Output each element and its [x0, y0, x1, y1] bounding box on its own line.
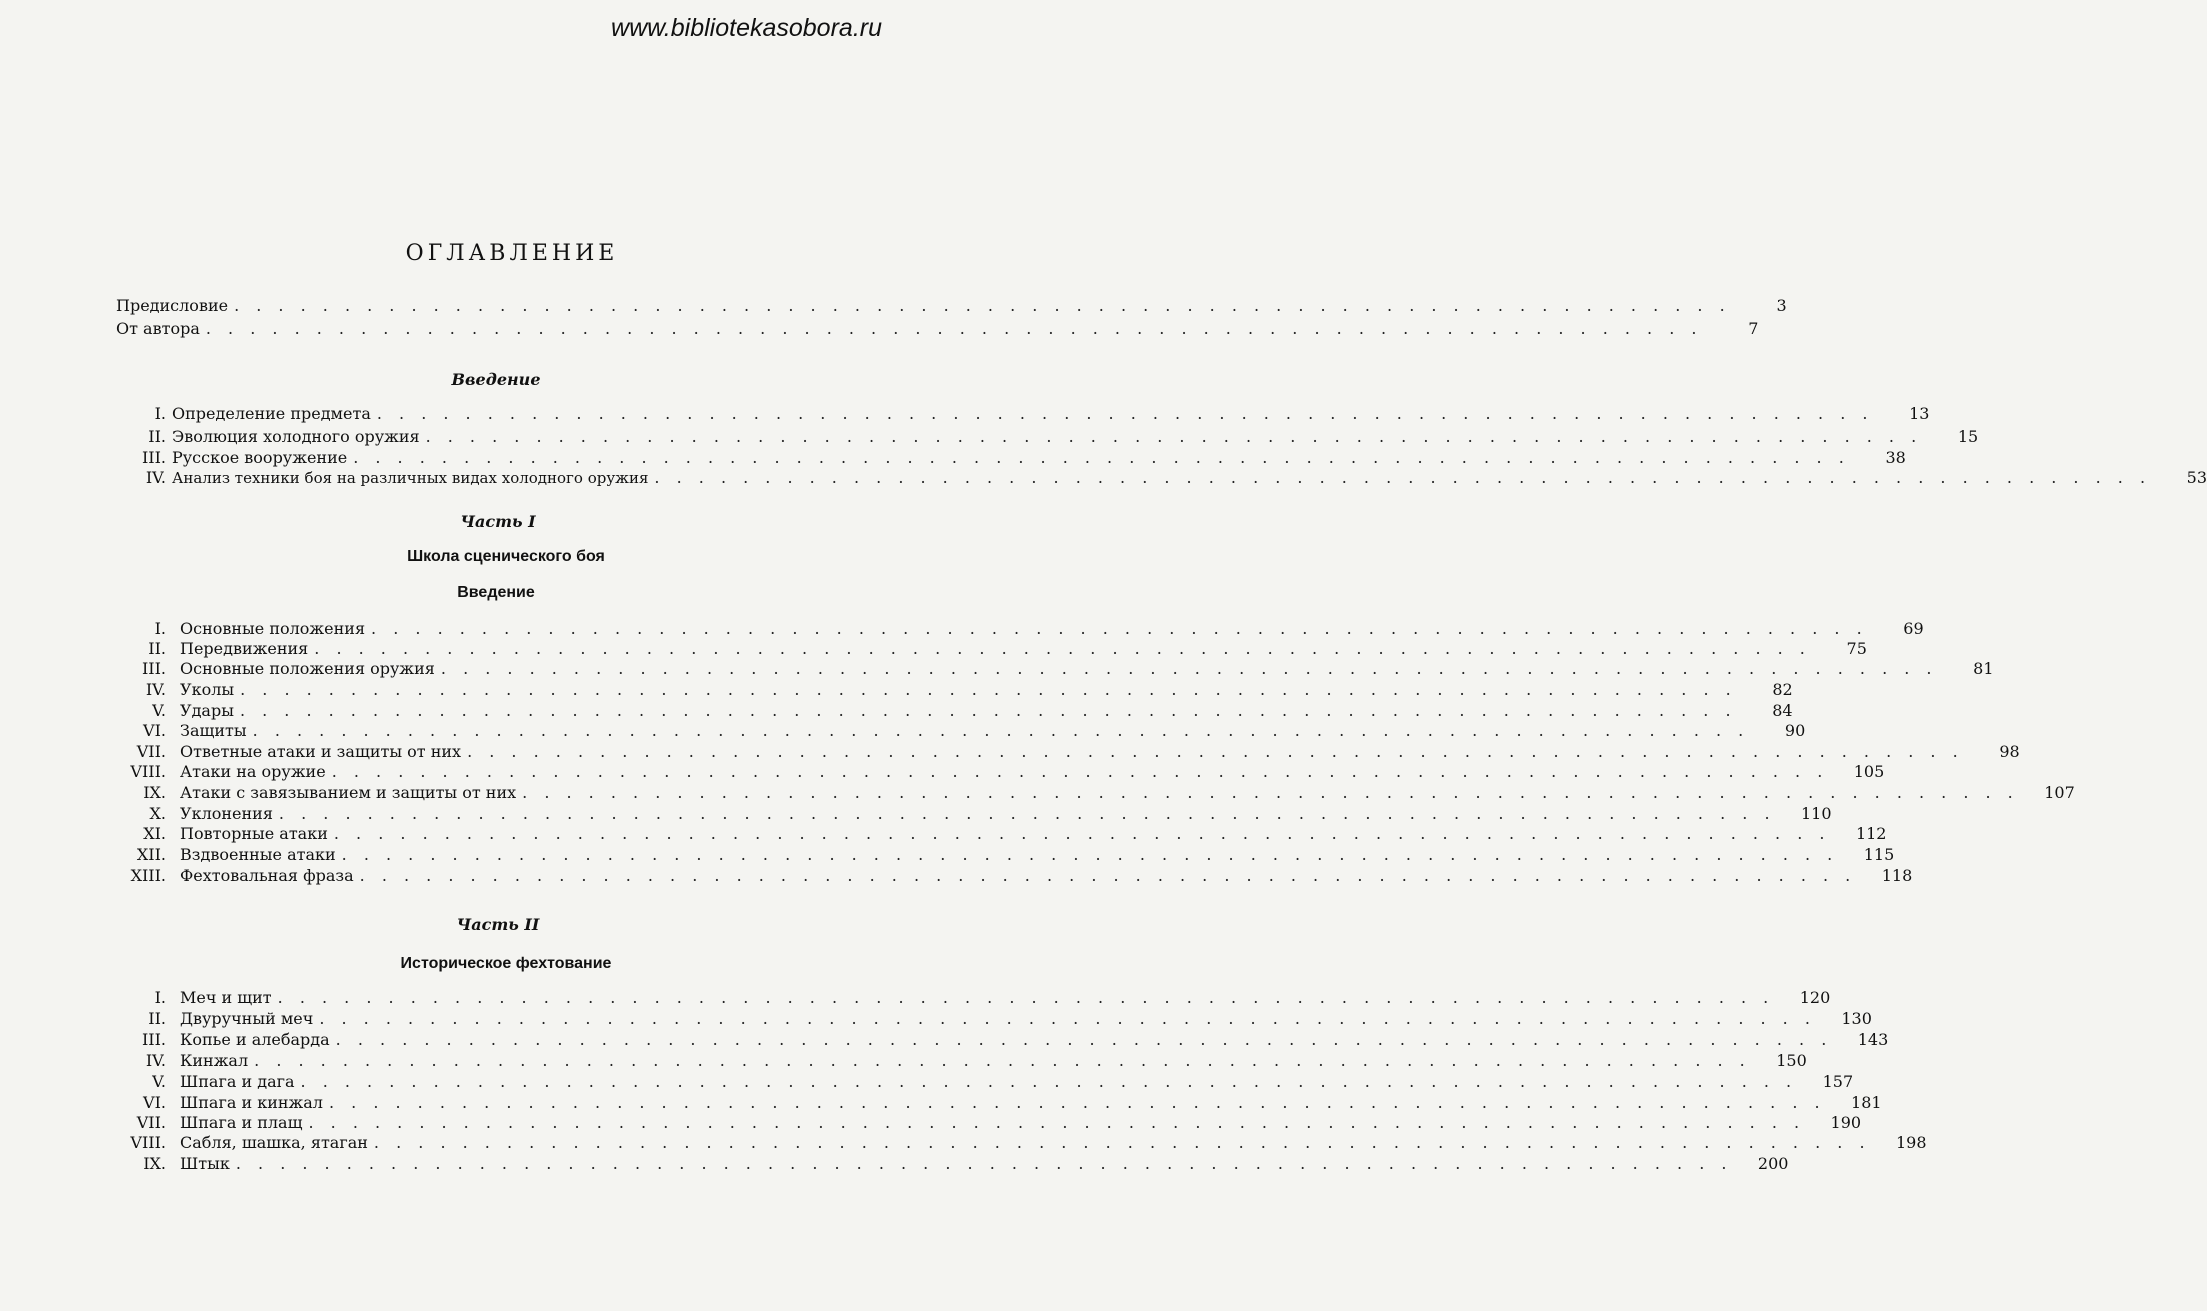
entry-label: Штык — [180, 1154, 230, 1173]
leader-dots: . . . . . . . . . . . . . . . . . . . . . . . . . . . . . . . . . . . . . . . . . . . . . . . . . . . . . . . . . . . . . . . . . . . . — [359, 866, 1857, 885]
section-heading-intro: Введение — [451, 370, 541, 389]
entry-page: 84 — [1772, 701, 1793, 720]
entry-number: I. — [154, 988, 166, 1007]
entry-page: 105 — [1853, 762, 1885, 781]
page-title: ОГЛАВЛЕНИЕ — [405, 241, 619, 266]
leader-dots: . . . . . . . . . . . . . . . . . . . . . . . . . . . . . . . . . . . . . . . . . . . . . . . . . . . . . . . . . . . . . . . . . . . . — [239, 701, 1737, 720]
entry-number: VI. — [143, 1093, 166, 1112]
entry-page: 90 — [1784, 721, 1806, 740]
entry-number: X. — [149, 804, 166, 823]
toc-entry — [96, 1093, 1882, 1113]
entry-page: 82 — [1772, 680, 1793, 699]
entry-label: Двуручный меч — [180, 1009, 314, 1028]
leader-dots: . . . . . . . . . . . . . . . . . . . . . . . . . . . . . . . . . . . . . . . . . . . . . . . . . . . . . . . . . . . . . . . . . . . . — [376, 404, 1874, 423]
entry-page: 150 — [1776, 1051, 1807, 1070]
entry-number: II. — [148, 427, 166, 446]
leader-dots: . . . . . . . . . . . . . . . . . . . . . . . . . . . . . . . . . . . . . . . . . . . . . . . . . . . . . . . . . . . . . . . . . . . . — [353, 448, 1850, 467]
entry-label: Русское вооружение — [172, 448, 348, 467]
entry-page: 38 — [1885, 448, 1906, 467]
part-title: Историческое фехтование — [400, 955, 612, 972]
toc-entry — [116, 427, 1979, 447]
entry-number: VII. — [136, 1113, 166, 1132]
entry-page: 53 — [2186, 468, 2207, 487]
leader-dots: . . . . . . . . . . . . . . . . . . . . . . . . . . . . . . . . . . . . . . . . . . . . . . . . . . . . . . . . . . . . . . . . . . . . — [308, 1113, 1806, 1132]
toc-entry — [96, 824, 1887, 844]
entry-page: 112 — [1855, 824, 1887, 843]
entry-number: V. — [152, 1072, 166, 1091]
toc-entry — [96, 721, 1806, 741]
part-title: Школа сценического боя — [407, 548, 605, 565]
leader-dots: . . . . . . . . . . . . . . . . . . . . . . . . . . . . . . . . . . . . . . . . . . . . . . . . . . . . . . . . . . . . . . . . . . . . — [277, 988, 1775, 1007]
entry-label: Предисловие — [116, 296, 229, 315]
entry-number: IX. — [143, 783, 166, 802]
entry-number: I. — [154, 619, 166, 638]
entry-number: I. — [154, 404, 166, 423]
entry-label: Меч и щит — [180, 988, 272, 1007]
toc-entry — [96, 639, 1867, 659]
entry-label: Уколы — [180, 680, 235, 699]
leader-dots: . . . . . . . . . . . . . . . . . . . . . . . . . . . . . . . . . . . . . . . . . . . . . . . . . . . . . . . . . . . . . . . . . . . . — [425, 427, 1923, 446]
toc-entry — [96, 762, 1885, 782]
entry-page: 200 — [1757, 1154, 1789, 1173]
entry-number: II. — [148, 639, 166, 658]
entry-label: Вздвоенные атаки — [180, 845, 336, 864]
entry-number: IV. — [145, 680, 166, 699]
leader-dots: . . . . . . . . . . . . . . . . . . . . . . . . . . . . . . . . . . . . . . . . . . . . . . . . . . . . . . . . . . . . . . . . . . . . — [522, 783, 2019, 802]
leader-dots: . . . . . . . . . . . . . . . . . . . . . . . . . . . . . . . . . . . . . . . . . . . . . . . . . . . . . . . . . . . . . . . . . . . . — [319, 1009, 1816, 1028]
toc-entry — [116, 404, 1930, 424]
entry-page: 7 — [1748, 319, 1759, 338]
entry-label: Фехтовальная фраза — [180, 866, 354, 885]
leader-dots: . . . . . . . . . . . . . . . . . . . . . . . . . . . . . . . . . . . . . . . . . . . . . . . . . . . . . . . . . . . . . . . . . . . . — [314, 639, 1811, 658]
toc-entry — [96, 742, 2020, 762]
toc-entry — [96, 866, 1913, 886]
entry-page: 81 — [1973, 659, 1994, 678]
toc-entry — [116, 296, 1787, 316]
leader-dots: . . . . . . . . . . . . . . . . . . . . . . . . . . . . . . . . . . . . . . . . . . . . . . . . . . . . . . . . . . . . . . . . . . . . — [331, 762, 1829, 781]
leader-dots: . . . . . . . . . . . . . . . . . . . . . . . . . . . . . . . . . . . . . . . . . . . . . . . . . . . . . . . . . . . . . . . . . . . . — [335, 1030, 1833, 1049]
toc-entry — [96, 680, 1793, 700]
entry-label: Эволюция холодного оружия — [172, 427, 420, 446]
entry-label: Удары — [180, 701, 234, 720]
entry-label: Шпага и дага — [180, 1072, 295, 1091]
leader-dots: . . . . . . . . . . . . . . . . . . . . . . . . . . . . . . . . . . . . . . . . . . . . . . . . . . . . . . . . . . . . . . . . . . . . — [328, 1093, 1826, 1112]
watermark-url: www.bibliotekasobora.ru — [611, 14, 882, 42]
entry-page: 110 — [1800, 804, 1832, 823]
entry-label: Уклонения — [180, 804, 273, 823]
entry-page: 198 — [1895, 1133, 1927, 1152]
toc-entry — [96, 988, 1831, 1008]
leader-dots: . . . . . . . . . . . . . . . . . . . . . . . . . . . . . . . . . . . . . . . . . . . . . . . . . . . . . . . . . . . . . . . . . . . . — [371, 619, 1868, 638]
entry-label: Защиты — [180, 721, 247, 740]
entry-page: 181 — [1851, 1093, 1882, 1112]
leader-dots: . . . . . . . . . . . . . . . . . . . . . . . . . . . . . . . . . . . . . . . . . . . . . . . . . . . . . . . . . . . . . . . . . . . . — [654, 468, 2152, 487]
entry-label: Сабля, шашка, ятаган — [180, 1133, 368, 1152]
entry-label: Копье и алебарда — [180, 1030, 330, 1049]
entry-number: VII. — [136, 742, 166, 761]
leader-dots: . . . . . . . . . . . . . . . . . . . . . . . . . . . . . . . . . . . . . . . . . . . . . . . . . . . . . . . . . . . . . . . . . . . . — [240, 680, 1737, 699]
leader-dots: . . . . . . . . . . . . . . . . . . . . . . . . . . . . . . . . . . . . . . . . . . . . . . . . . . . . . . . . . . . . . . . . . . . . — [278, 804, 1776, 823]
entry-number: IV. — [145, 1051, 166, 1070]
entry-page: 75 — [1846, 639, 1867, 658]
entry-page: 120 — [1799, 988, 1831, 1007]
entry-page: 190 — [1830, 1113, 1862, 1132]
leader-dots: . . . . . . . . . . . . . . . . . . . . . . . . . . . . . . . . . . . . . . . . . . . . . . . . . . . . . . . . . . . . . . . . . . . . — [467, 742, 1964, 761]
toc-entry — [116, 448, 1906, 468]
part-label: Часть I — [460, 512, 536, 531]
entry-page: 130 — [1841, 1009, 1872, 1028]
part-subheading: Введение — [457, 584, 535, 601]
entry-number: III. — [141, 1030, 166, 1049]
entry-number: V. — [152, 701, 166, 720]
entry-label: От автора — [116, 319, 200, 338]
leader-dots: . . . . . . . . . . . . . . . . . . . . . . . . . . . . . . . . . . . . . . . . . . . . . . . . . . . . . . . . . . . . . . . . . . . . — [333, 824, 1831, 843]
toc-entry — [96, 1051, 1807, 1071]
entry-label: Кинжал — [180, 1051, 249, 1070]
entry-label: Шпага и кинжал — [180, 1093, 323, 1112]
leader-dots: . . . . . . . . . . . . . . . . . . . . . . . . . . . . . . . . . . . . . . . . . . . . . . . . . . . . . . . . . . . . . . . . . . . . — [205, 319, 1703, 338]
part-label: Часть II — [456, 915, 540, 934]
entry-number: VIII. — [130, 1133, 166, 1152]
entry-page: 157 — [1822, 1072, 1854, 1091]
entry-label: Основные положения оружия — [180, 659, 435, 678]
entry-page: 118 — [1881, 866, 1913, 885]
leader-dots: . . . . . . . . . . . . . . . . . . . . . . . . . . . . . . . . . . . . . . . . . . . . . . . . . . . . . . . . . . . . . . . . . . . . — [373, 1133, 1871, 1152]
entry-number: XII. — [136, 845, 166, 864]
entry-label: Ответные атаки и защиты от них — [180, 742, 462, 761]
entry-number: III. — [141, 448, 166, 467]
entry-number: VI. — [143, 721, 166, 740]
toc-entry — [96, 1009, 1872, 1029]
entry-page: 3 — [1776, 296, 1787, 315]
entry-page: 115 — [1863, 845, 1895, 864]
entry-number: XI. — [143, 824, 166, 843]
toc-entry — [116, 319, 1759, 339]
toc-entry — [96, 1154, 1789, 1174]
entry-label: Атаки на оружие — [180, 762, 326, 781]
entry-label: Основные положения — [180, 619, 366, 638]
leader-dots: . . . . . . . . . . . . . . . . . . . . . . . . . . . . . . . . . . . . . . . . . . . . . . . . . . . . . . . . . . . . . . . . . . . . — [254, 1051, 1751, 1070]
toc-entry — [96, 1030, 1889, 1050]
entry-label: Повторные атаки — [180, 824, 328, 843]
entry-number: VIII. — [130, 762, 166, 781]
entry-page: 98 — [1999, 742, 2020, 761]
leader-dots: . . . . . . . . . . . . . . . . . . . . . . . . . . . . . . . . . . . . . . . . . . . . . . . . . . . . . . . . . . . . . . . . . . . . — [440, 659, 1938, 678]
entry-number: IV. — [145, 468, 166, 487]
entry-page: 15 — [1957, 427, 1979, 446]
entry-number: IX. — [143, 1154, 166, 1173]
toc-entry — [96, 1133, 1927, 1153]
entry-page: 143 — [1857, 1030, 1889, 1049]
entry-label: Анализ техники боя на различных видах холодного оружия — [172, 469, 649, 487]
entry-page: 107 — [2044, 783, 2075, 802]
toc-entry — [96, 783, 2075, 803]
toc-entry — [96, 845, 1895, 865]
leader-dots: . . . . . . . . . . . . . . . . . . . . . . . . . . . . . . . . . . . . . . . . . . . . . . . . . . . . . . . . . . . . . . . . . . . . — [300, 1072, 1798, 1091]
entry-number: III. — [141, 659, 166, 678]
toc-entry — [116, 468, 2207, 488]
toc-entry — [96, 659, 1994, 679]
toc-entry — [96, 804, 1832, 824]
toc-entry — [96, 619, 1924, 639]
entry-number: II. — [148, 1009, 166, 1028]
entry-page: 13 — [1909, 404, 1930, 423]
entry-number: XIII. — [130, 866, 166, 885]
leader-dots: . . . . . . . . . . . . . . . . . . . . . . . . . . . . . . . . . . . . . . . . . . . . . . . . . . . . . . . . . . . . . . . . . . . . — [252, 721, 1750, 740]
entry-label: Определение предмета — [172, 404, 371, 423]
entry-page: 69 — [1903, 619, 1924, 638]
leader-dots: . . . . . . . . . . . . . . . . . . . . . . . . . . . . . . . . . . . . . . . . . . . . . . . . . . . . . . . . . . . . . . . . . . . . — [341, 845, 1839, 864]
leader-dots: . . . . . . . . . . . . . . . . . . . . . . . . . . . . . . . . . . . . . . . . . . . . . . . . . . . . . . . . . . . . . . . . . . . . — [234, 296, 1731, 315]
toc-entry — [96, 1113, 1862, 1133]
leader-dots: . . . . . . . . . . . . . . . . . . . . . . . . . . . . . . . . . . . . . . . . . . . . . . . . . . . . . . . . . . . . . . . . . . . . — [235, 1154, 1733, 1173]
entry-label: Передвижения — [180, 639, 309, 658]
toc-entry — [96, 1072, 1854, 1092]
entry-label: Атаки с завязыванием и защиты от них — [180, 783, 517, 802]
entry-label: Шпага и плащ — [180, 1113, 303, 1132]
toc-entry — [96, 701, 1793, 721]
